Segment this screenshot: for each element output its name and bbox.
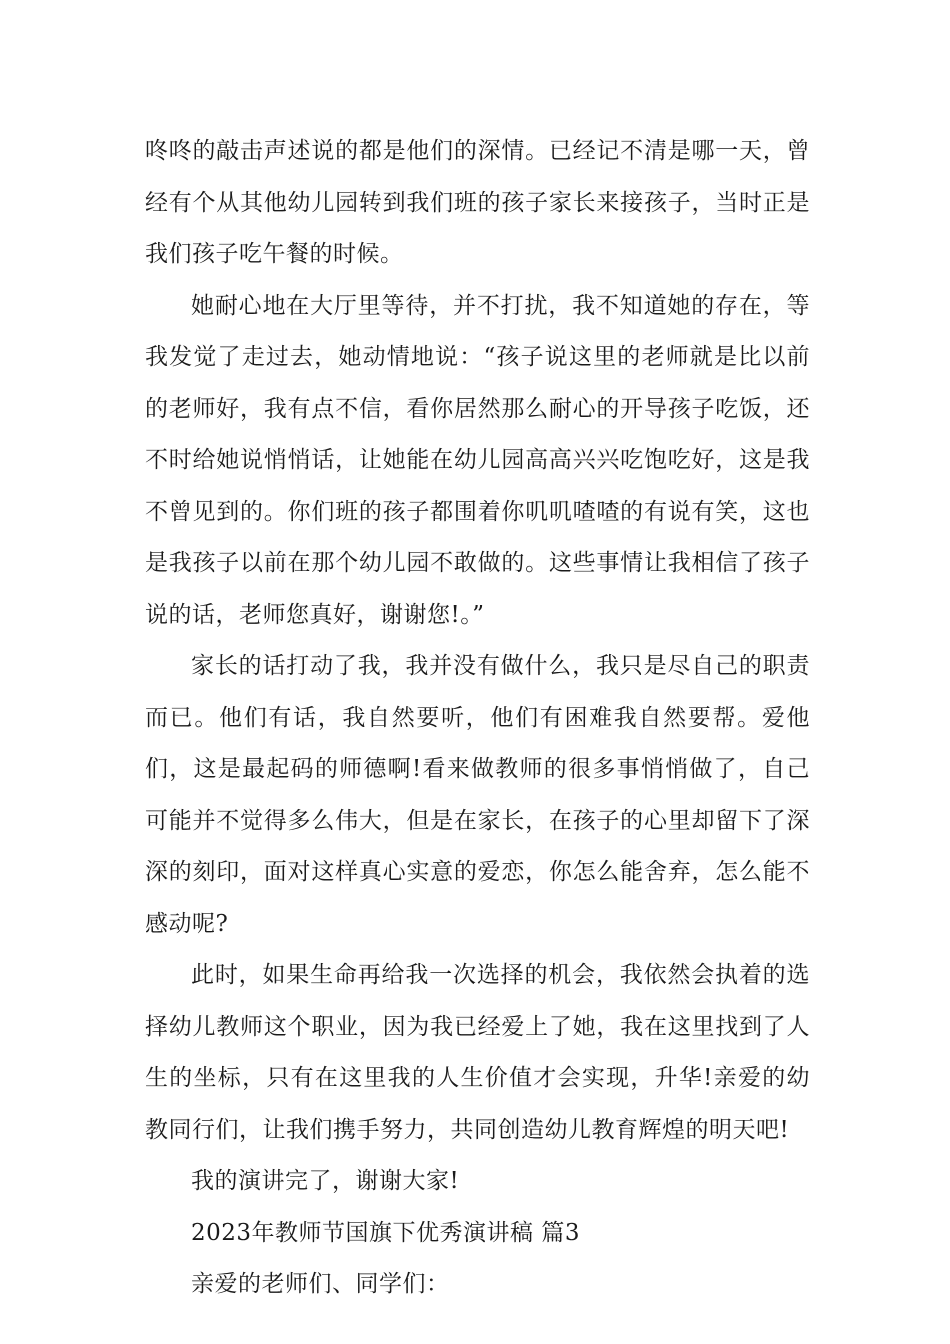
- paragraph-1: 咚咚的敲击声述说的都是他们的深情。已经记不清是哪一天，曾经有个从其他幼儿园转到我们班的孩子家长来接孩子，当时正是我们孩子吃午餐的时候。: [145, 138, 810, 267]
- salutation: 亲爱的老师们、同学们：: [191, 1271, 450, 1297]
- paragraph-2: 她耐心地在大厅里等待，并不打扰，我不知道她的存在，等我发觉了走过去，她动情地说：“孩子说这里的老师就是比以前的老师好，我有点不信，看你居然那么耐心的开导孩子吃饭，还不时给她说悄悄话，让她能在幼儿园高高兴兴吃饱吃好，这是我不曾见到的。你们班的孩子都围着你叽叽喳喳的有说有笑，这也是我孩子以前在那个幼儿园不敢做的。这些事情让我相信了孩子说的话，老师您真好，谢谢您!。”: [145, 292, 810, 628]
- section-heading: 2023年教师节国旗下优秀演讲稿 篇3: [191, 1219, 580, 1246]
- document-body: [145, 126, 810, 1311]
- paragraph-5: 我的演讲完了，谢谢大家!: [191, 1168, 460, 1194]
- paragraph-3: 家长的话打动了我，我并没有做什么，我只是尽自己的职责而已。他们有话，我自然要听，他们有困难我自然要帮。爱他们，这是最起码的师德啊!看来做教师的很多事悄悄做了，自己可能并不觉得多么伟大，但是在家长，在孩子的心里却留下了深深的刻印，面对这样真心实意的爱恋，你怎么能舍弃，怎么能不感动呢?: [145, 653, 810, 937]
- paragraph-4: 此时，如果生命再给我一次选择的机会，我依然会执着的选择幼儿教师这个职业，因为我已经爱上了她，我在这里找到了人生的坐标，只有在这里我的人生价值才会实现，升华!亲爱的幼教同行们，让我们携手努力，共同创造幼儿教育辉煌的明天吧!: [145, 962, 810, 1143]
